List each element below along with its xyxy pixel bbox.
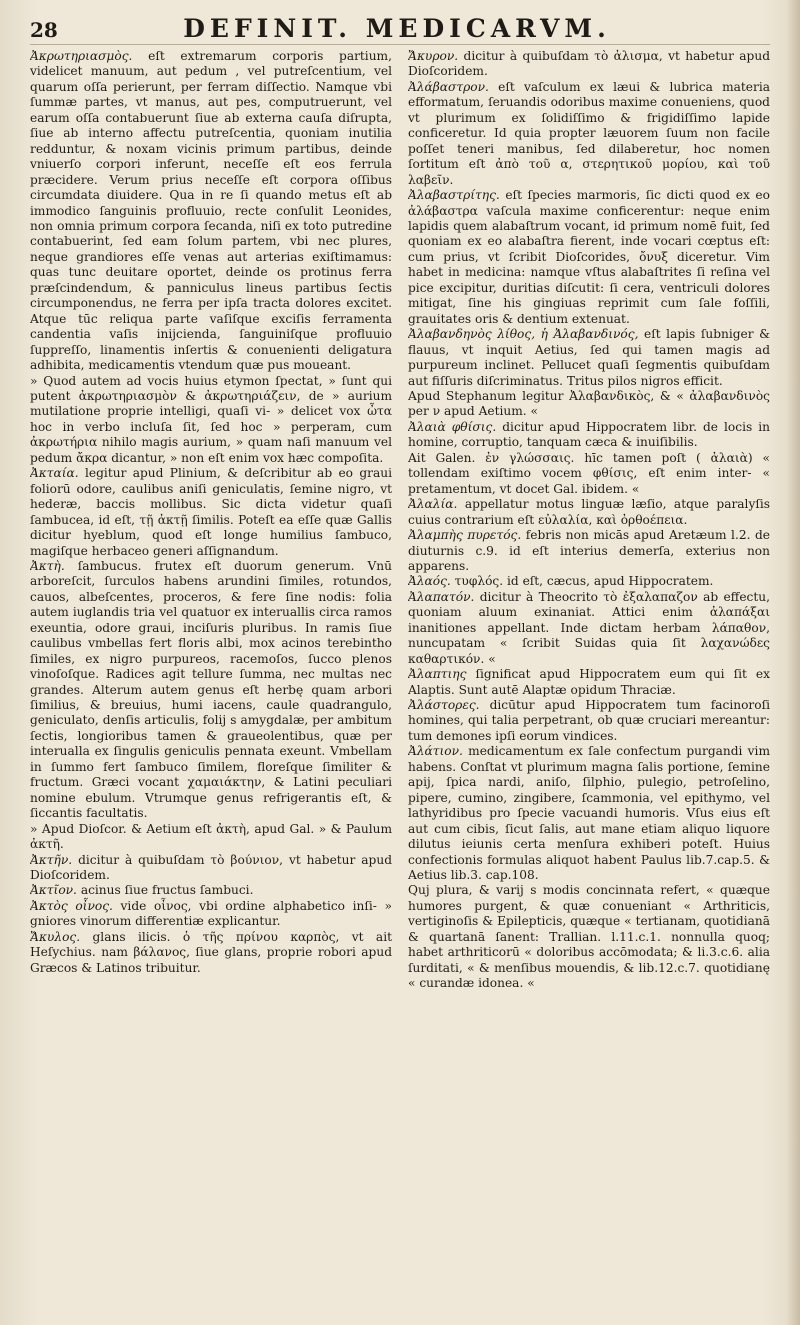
entry-headword: Ἄκυρον. xyxy=(408,49,459,63)
dictionary-entry xyxy=(408,698,770,744)
entry-headword: Ἀλαός. xyxy=(408,574,451,589)
entry-definition: eſt extremarum corporis partium, videlicet manuum, aut pedum , vel putreſcentium, vel quarum oſſa perierunt, per ferram diſſectio. Namque vbi ſummæ partes, vt manus, aut pes, computruerunt, vel earum oſſa contabuerunt ſiue ab externa cauſa diſrupta, ſiue ab interno affectu putreſcentia, quoniam inutilia redduntur, & noxam vicinis primum partibus, deinde vniuerſo corpori inferunt, neceſſe eſt eos ferrula præcidere. Verum prius neceſſe eſt corpora oſſibus circumdata diuidere. Qua in re ſi quando metus eſt ab immodico ſanguinis profluuio, recte conſulit Leonides, non omnia primum corpora ſecanda, niſi ex toto putredine contabuerint, ſed eam ſolum partem, vbi nec plures, neque grandiores eſſe venas aut arterias exiſtimamus: quas tunc deuitare oportet, deinde os protinus ferra præſcindendum, & panniculus lineus partibus ſectis circumponendus, ne ferra per ipſa tracta dolores excitet. Atque tūc reliqua parte vaſiſque exciſis ferramenta candentia vaſis inijcienda, ſanguiniſque profluuio ſuppreſſo, linamentis inſertis & conuenienti deligatura adhibita, medicamentis vtendum quæ pus moueant. xyxy=(30,49,392,373)
dictionary-entry xyxy=(30,559,392,822)
entry-definition: appellatur motus linguæ læſio, atque paralyſis cuius contrarium eſt εὐλαλία, καὶ ὀρθοέπεια. xyxy=(408,497,770,527)
entry-headword: Ἀλάτιον. xyxy=(408,744,463,759)
entry-definition: eſt lapis ſubniger & flauus, vt inquit Aetius, ſed qui tamen magis ad purpureum inclinet. Pellucet quaſi ſegmentis quibuſdam aut fiſſuris diſcriminatus. Tritus pilos nigros efficit. xyxy=(408,327,770,388)
dictionary-entry xyxy=(408,590,770,667)
entry-definition: eſt vaſculum ex læui & lubrica materia efformatum, ſeruandis odoribus maxime conueniens, quod vt plurimum ex ſolidiſſimo & frigidiſſimo lapide conficeretur. Id quia propter læuorem ſuum non facile poſſet teneri manibus, ſed dilaberetur, hoc nomen ſortitum eſt ἀπὸ τοῦ α, στερητικοῦ μορίου, καὶ τοῦ λαβεῖν. xyxy=(408,79,770,187)
entry-headword: Ἀλάβαστρον. xyxy=(408,79,489,94)
entry-headword: Ἀκτὴ. xyxy=(30,558,65,573)
dictionary-entry xyxy=(408,188,770,327)
entry-definition: Quj plura, & varij s modis concinnata refert, « quæque humores purgent, & quæ conueniant « Arthriticis, vertiginoſis & Epilepticis, quæque « tertianam, quotidianā & quartanā ſanent: Trallian. l.11.c.1. nonnulla quoq; habet arthriticorū « doloribus accōmodata; & li.3.c.6. alia ſurditati, « & menſibus mouendis, & lib.12.c.7. quotidianę « curandæ idonea. « xyxy=(408,883,770,991)
entry-headword: Ἀλαπτιης xyxy=(408,667,467,682)
entry-headword: Ἀκταία. xyxy=(30,466,79,481)
entry-definition: τυφλός. id eſt, cæcus, apud Hippocratem. xyxy=(454,574,714,589)
dictionary-entry xyxy=(30,374,392,467)
running-head: DEFINIT. MEDICARVM. xyxy=(183,14,611,43)
dictionary-entry xyxy=(408,80,770,188)
dictionary-entry xyxy=(30,466,392,559)
page-header xyxy=(30,14,770,45)
entry-headword: Ἄκυλος. xyxy=(30,929,81,944)
entry-definition: legitur apud Plinium, & deſcribitur ab eo graui foliorū odore, caulibus aniſi geniculatis, ſemine nigro, vt hederæ, baccis mollibus. Sic dicta videtur quaſi ſambucea, id eſt, τῇ ἀκτῇ ſimilis. Poteſt ea eſſe quæ Gallis dicitur hyeblum, quod eſt longe humilius ſambuco, magiſque herbaceo generi aſſignandum. xyxy=(30,466,392,558)
entry-headword: Ἀκτῖον. xyxy=(30,883,77,898)
entry-headword: Ἀλαλία. xyxy=(408,497,458,512)
entry-headword: Ἀλαπατόν. xyxy=(408,589,475,604)
entry-definition: » Quod autem ad vocis huius etymon ſpectat, » ſunt qui putent ἀκρωτηριασμὸν & ἀκρωτηριάζειν, de » aurium mutilatione proprie intelligi, quaſi vi- » delicet vox ὦτα hoc in verbo incluſa ſit, ſed hoc » perperam, cum ἀκρωτήρια nihilo magis aurium, » quam naſi manuum vel pedum ἄκρα dicantur, » non eſt enim vox hæc compoſita. xyxy=(30,373,392,465)
page-edge-shadow xyxy=(786,0,800,1325)
dictionary-entry xyxy=(408,574,770,589)
entry-definition: dicitur à quibuſdam τὸ ἀλισμα, vt habetur apud Dioſcoridem. xyxy=(408,49,770,79)
dictionary-entry xyxy=(408,667,770,698)
dictionary-entry xyxy=(30,49,392,374)
entry-definition: ſignificat apud Hippocratem eum qui ſit ex Alaptis. Sunt autē Alaptæ opidum Thraciæ. xyxy=(408,667,770,697)
entry-definition: acinus ſiue fructus ſambuci. xyxy=(80,883,254,898)
dictionary-entry xyxy=(408,883,770,991)
dictionary-entry xyxy=(408,451,770,497)
dictionary-entry xyxy=(408,327,770,389)
dictionary-entry xyxy=(408,744,770,883)
entry-headword: Ἀλαιὰ φθίσις. xyxy=(408,419,497,434)
dictionary-entry xyxy=(408,420,770,451)
entry-definition: ſambucus. frutex eſt duorum generum. Vnū arboreſcit, ſurculos habens arundini ſimiles, rotundos, cauos, albeſcentes, proceros, & fere ſine nodis: folia autem iuglandis tria vel quatuor ex interuallis circa ramos exeuntia, odore graui, inciſuris pluribus. In ramis ſiue caulibus vmbellas fert floris albi, mox acinos terebintho ſimiles, ex nigro purpureos, racemoſos, ſucco plenos vinoſoſque. Radices agit tellure ſumma, nec multas nec grandes. Alterum autem genus eſt herbę quam arbori ſimilius, & breuius, humi iacens, caule quadrangulo, geniculato, denſis articulis, folij s amygdalæ, per ambitum ſectis, longioribus tamen & graueolentibus, quæ per interualla ex ſingulis geniculis pennata exeunt. Vmbellam in ſummo fert ſambuco ſimilem, floreſque ſimiliter & fructum. Græci vocant χαμαιάκτην, & Latini peculiari nomine ebulum. Vtrumque genus refrigerantis eſt, & ſiccantis facultatis. xyxy=(30,558,392,821)
entry-definition: medicamentum ex ſale confectum purgandi vim habens. Conſtat vt plurimum magna ſalis portione, ſemine apij, ſpica nardi, aniſo, ſilphio, pulegio, petroſelino, pipere, cumino, zingibere, ſcammonia, vel epithymo, vel lathyridibus pro ſpecie vacuandi humoris. Vſus eius eſt aut cum cibis, ſicut ſalis, aut mane etiam aliquo liquore dilutus ieiunis certa menſura exhiberi poteſt. Huius confectionis formulas aliquot habent Paulus lib.7.cap.5. & Aetius lib.3. cap.108. xyxy=(408,744,770,883)
dictionary-entry xyxy=(408,497,770,528)
dictionary-entry xyxy=(30,822,392,853)
entry-headword: Ἀλαβανδηνὸς λίθος, ἡ Ἀλαβανδινός, xyxy=(408,327,639,342)
entry-definition: febris non micās apud Aretæum l.2. de diuturnis c.9. id eſt interius demerſa, exterius non apparens. xyxy=(408,528,770,573)
dictionary-entry xyxy=(30,930,392,976)
entry-definition: dicūtur apud Hippocratem tum facinoroſi homines, qui talia perpetrant, ob quæ cruciari mereantur: tum demones ipſi eorum vindices. xyxy=(408,698,770,743)
dictionary-entry xyxy=(408,389,770,420)
dictionary-entry xyxy=(30,853,392,884)
entry-headword: Ἀλάστορες. xyxy=(408,698,480,713)
entry-headword: Ἀλαβαστρίτης. xyxy=(408,188,500,203)
entry-definition: dicitur apud Hippocratem libr. de locis in homine, corruptio, tanquam cæca & inuiſibilis. xyxy=(408,419,770,450)
dictionary-entry xyxy=(30,899,392,930)
entry-definition: eſt ſpecies marmoris, ſic dicti quod ex eo ἀλάβαστρα vaſcula maxime conficerentur: neque enim lapidis quem alabaſtrum vocant, id primum nomē fuit, ſed quoniam ex eo alabaſtra fierent, inde vocari cœptus eſt: cum prius, vt ſcribit Dioſcorides, ὄνυξ diceretur. Vim habet in medicina: namque vſtus alabaſtrites ſi reſina vel pice excipitur, duritias diſcutit: ſi cera, ventriculi dolores mitigat, ſine his gingiuas reprimit cum ſale foſſili, grauitates oris & dentium extenuat. xyxy=(408,188,770,326)
dictionary-entry xyxy=(30,883,392,898)
entry-definition: Apud Stephanum legitur Ἀλαβανδικὸς, & « ἀλαβανδινὸς per ν apud Aetium. « xyxy=(408,388,770,419)
entry-headword: Ἀκτὸς οἶνος. xyxy=(30,898,113,913)
entry-headword: Ἀκτῆν. xyxy=(30,852,73,867)
entry-definition: » Apud Dioſcor. & Aetium eſt ἀκτὴ, apud Gal. » & Paulum ἀκτῆ. xyxy=(30,821,392,852)
dictionary-entry xyxy=(408,49,770,80)
entry-definition: vide οἶνος, vbi ordine alphabetico inſi- » gniores vinorum differentiæ explicantur. xyxy=(30,898,392,929)
entry-definition: dicitur à Theocrito τὸ ἐξαλαπαζον ab effectu, quoniam aluum exinaniat. Attici enim ἀλαπάξαι inanitiones appellant. Inde dictam herbam λάπαθον, nuncupatam « ſcribit Suidas quia ſit λαχανώδες καθαρτικόν. « xyxy=(408,589,770,666)
entry-definition: Ait Galen. ἐν γλώσσαις. hīc tamen poſt ( ἀλαιὰ) « tollendam exiſtimo vocem φθίσις, eſt enim inter- « pretamentum, vt docet Gal. ibidem. « xyxy=(408,450,770,496)
entry-definition: glans ilicis. ὁ τῆς πρίνου καρπὸς, vt ait Heſychius. nam βάλανος, ſiue glans, proprie robori apud Græcos & Latinos tribuitur. xyxy=(30,929,392,975)
entry-headword: Ἀλαμπὴς πυρετός. xyxy=(408,528,522,543)
page-number: 28 xyxy=(30,18,58,42)
dictionary-entry xyxy=(408,528,770,574)
entry-definition: dicitur à quibuſdam τὸ βούνιον, vt habetur apud Dioſcoridem. xyxy=(30,852,392,883)
entry-headword: Ἀκρωτηριασμὸς. xyxy=(30,49,133,63)
right-column xyxy=(408,49,770,1319)
left-column xyxy=(30,49,392,1319)
text-columns xyxy=(30,49,770,1319)
